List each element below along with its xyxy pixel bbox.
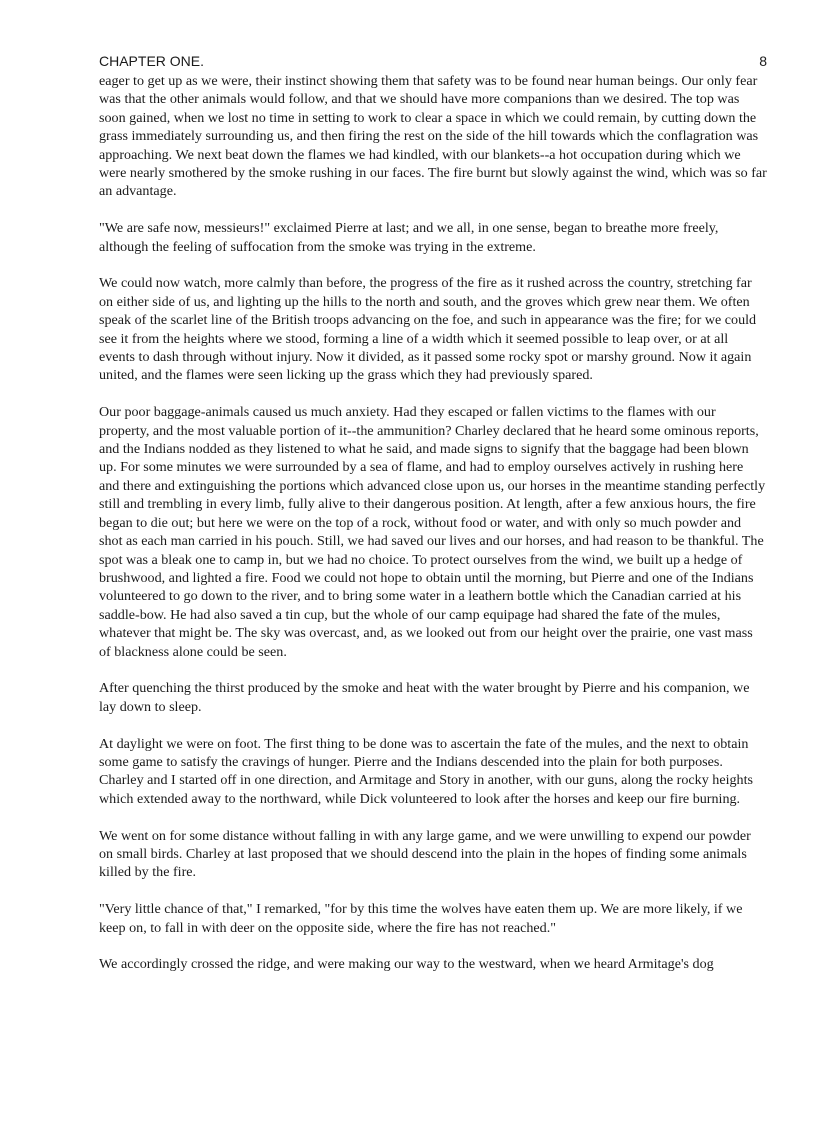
paragraph: At daylight we were on foot. The first thing to be done was to ascertain the fate of the mules, and the next to obtain some game to satisfy the cravings of hunger. Pierre and the Indians descended into the plain for both purposes. Charley and I started off in one direction, and Armitage and Story in another, with our guns, along the rocky heights which extended away to the northward, while Dick volunteered to look after the horses and keep our fire burning. [99, 735, 753, 807]
paragraph: eager to get up as we were, their instinct showing them that safety was to be found near human beings. Our only fear was that the other animals would follow, and that we should have more companions than we desired. The top was soon gained, when we lost no time in setting to work to clear a space in which we could remain, by cutting down the grass immediately surrounding us, and then firing the rest on the side of the hill towards which the conflagration was approaching. We next beat down the flames we had kindled, with our blankets--a hot occupation during which we were nearly smothered by the smoke rushing in our faces. The fire burnt but slowly against the wind, which was so far an advantage. [99, 73, 767, 200]
paragraph: Our poor baggage-animals caused us much anxiety. Had they escaped or fallen victims to the flames with our property, and the most valuable portion of it--the ammunition? Charley declared that he heard some ominous reports, and the Indians nodded as they listened to what he said, and made signs to signify that the baggage had been blown up. For some minutes we were surrounded by a sea of flame, and had to employ ourselves actively in rushing here and there and extinguishing the portions which advanced close upon us, our horses in the meantime standing perfectly still and trembling in every limb, fully alive to their dangerous position. At length, after a few anxious hours, the fire began to die out; but here we were on the top of a rock, without food or water, and with only so much powder and shot as each man carried in his pouch. Still, we had saved our lives and our horses, and had reason to be thankful. The spot was a bleak one to camp in, but we had no choice. To protect ourselves from the wind, we built up a hedge of brushwood, and lighted a fire. Food we could not hope to obtain until the morning, but Pierre and one of the Indians volunteered to go down to the river, and to bring some water in a leathern bottle which the Canadian carried at his saddle-bow. He had also saved a tin cup, but the whole of our camp equipage had shared the fate of the mules, whatever that might be. The sky was overcast, and, as we looked out from our height over the prairie, one vast mass of blackness alone could be seen. [99, 404, 766, 660]
page-number: 8 [759, 53, 767, 69]
paragraph: We could now watch, more calmly than before, the progress of the fire as it rushed across the country, stretching far on either side of us, and lighting up the hills to the north and south, and the groves which grew near them. We often speak of the scarlet line of the British troops advancing on the foe, and such in appearance was the fire; for we could see it from the heights where we stood, forming a line of a width which it seemed possible to leap over, or at all events to dash through without injury. Now it divided, as it passed some rocky spot or marshy ground. Now it again united, and the flames were seen licking up the grass which they had previously spared. [99, 275, 757, 384]
paragraph: "We are safe now, messieurs!" exclaimed Pierre at last; and we all, in one sense, began to breathe more freely, although the feeling of suffocation from the smoke was trying in the extreme. [99, 220, 719, 255]
paragraph: We went on for some distance without falling in with any large game, and we were unwilling to expend our powder on small birds. Charley at last proposed that we should descend into the plain in the hopes of finding some animals killed by the fire. [99, 827, 751, 881]
paragraph: "Very little chance of that," I remarked, "for by this time the wolves have eaten them up. We are more likely, if we keep on, to fall in with deer on the opposite side, where the fire has not reached." [99, 901, 743, 936]
running-header [99, 52, 767, 72]
book-page [99, 52, 767, 974]
chapter-title: CHAPTER ONE. [99, 53, 205, 69]
paragraph: We accordingly crossed the ridge, and were making our way to the westward, when we heard Armitage's dog [99, 956, 714, 973]
page-body [99, 72, 767, 974]
paragraph: After quenching the thirst produced by the smoke and heat with the water brought by Pierre and his companion, we lay down to sleep. [99, 680, 750, 715]
